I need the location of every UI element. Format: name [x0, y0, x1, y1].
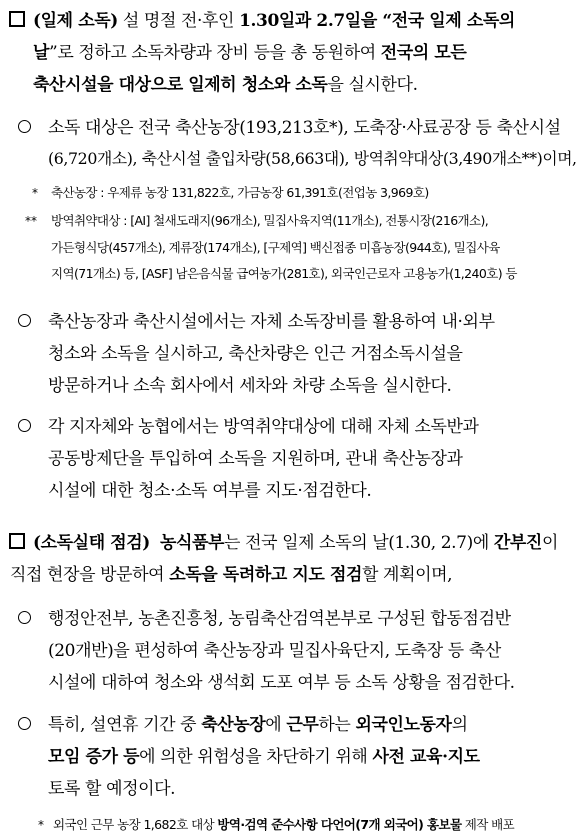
- footnote-mark: **: [25, 214, 37, 228]
- sec1-line2: [33, 38, 466, 63]
- footnote-mark: *: [32, 186, 38, 200]
- b5-text: 에: [265, 715, 287, 735]
- bullet3-line1: 각 지자체와 농협에서는 방역취약대상에 대해 자체 소독반과: [48, 417, 479, 437]
- section-checkbox-icon: [9, 11, 25, 27]
- footnote1-text: 축산농장 : 우제류 농장 131,822호, 가금농장 61,391호(전업농 3,969호): [51, 185, 429, 200]
- bullet3-line3: 시설에 대한 청소·소독 여부를 지도·점검한다.: [48, 481, 372, 501]
- sec2-bold: 간부진: [493, 533, 542, 553]
- sec1-text: 설 명절 전·후인: [117, 11, 240, 31]
- b5-text: 의: [451, 715, 468, 735]
- b5-bold: 축산농장: [201, 715, 266, 735]
- bullet3-line2: 공동방제단을 투입하여 소독을 지원하며, 관내 축산농장과: [48, 449, 463, 469]
- b5-bold: 사전 교육·지도: [372, 747, 480, 767]
- note3-text: 외국인 근무 농장 1,682호 대상: [53, 817, 218, 832]
- sec1-text: ”로 정하고 소독차량과 장비 등을 총 동원하여: [49, 43, 381, 63]
- b5-bold: 모임 증가 등: [48, 747, 140, 767]
- sec2-text: 이: [541, 533, 558, 553]
- b5-bold: 외국인노동자: [355, 715, 452, 735]
- sec1-bold: 전국의 모든: [380, 43, 467, 63]
- footnote2-line1: 방역취약대상 : [AI] 철새도래지(96개소), 밀집사육지역(11개소), 전통시장(216개소),: [51, 213, 489, 228]
- b5-bold: 근무: [286, 715, 319, 735]
- b5-text: 특히, 설연휴 기간 중: [48, 715, 202, 735]
- b5-text: 에 의한 위험성을 차단하기 위해: [139, 747, 373, 767]
- footnote-mark: *: [38, 818, 44, 832]
- bullet4-line1: 행정안전부, 농촌진흥청, 농림축산검역본부로 구성된 합동점검반: [48, 609, 511, 629]
- footnote3-text: [53, 815, 514, 833]
- sec1-bold: 축산시설을 대상으로 일제히 청소와 소독: [33, 75, 328, 95]
- sec1-line1: [33, 6, 515, 31]
- b5-text: 하는: [318, 715, 356, 735]
- bullet-circle-icon: [18, 314, 31, 327]
- sec1-bold: 날: [33, 43, 50, 63]
- sec1-heading: (일제 소독): [33, 11, 118, 31]
- bullet-circle-icon: [18, 717, 31, 730]
- bullet-circle-icon: [18, 419, 31, 432]
- footnote2-line3: 지역(71개소) 등, [ASF] 남은음식물 급여농가(281호), 외국인근로자 고용농가(1,240호) 등: [51, 266, 517, 281]
- sec1-text: 을 실시한다.: [327, 75, 418, 95]
- note3-bold: 방역·검역 준수사항 다언어(7개 외국어) 홍보물: [217, 817, 462, 832]
- bullet5-line1: [48, 710, 468, 735]
- footnote2-line2: 가든형식당(457개소), 계류장(174개소), [구제역] 백신접종 미흡농장(944호), 밀집사육: [51, 240, 500, 255]
- bullet2-line3: 방문하거나 소속 회사에서 세차와 차량 소독을 실시한다.: [48, 376, 452, 396]
- sec1-date: 1.30일과 2.7일을 “전국 일제 소독의: [239, 11, 515, 31]
- bullet2-line1: 축산농장과 축산시설에서는 자체 소독장비를 활용하여 내·외부: [48, 312, 495, 332]
- bullet5-line3: 토록 할 예정이다.: [48, 779, 176, 799]
- sec2-line2: [10, 560, 452, 585]
- bullet1-line2: (6,720개소), 축산시설 출입차량(58,663대), 방역취약대상(3,490개소**)이며,: [48, 149, 577, 168]
- sec2-text: 할 계획이며,: [362, 565, 453, 585]
- bullet4-line2: (20개반)을 편성하여 축산농장과 밀집사육단지, 도축장 등 축산: [48, 641, 501, 661]
- sec1-line3: [33, 70, 418, 95]
- sec2-text: 는 전국 일제 소독의 날(1.30, 2.7)에: [224, 533, 494, 553]
- bullet-circle-icon: [18, 611, 31, 624]
- bullet-circle-icon: [18, 120, 31, 133]
- bullet5-line2: [48, 742, 480, 767]
- bullet1-line1: 소독 대상은 전국 축산농장(193,213호*), 도축장·사료공장 등 축산시설: [48, 118, 561, 138]
- sec2-bold: 농식품부: [159, 533, 225, 553]
- bullet4-line3: 시설에 대하여 청소와 생석회 도포 여부 등 소독 상황을 점검한다.: [48, 673, 515, 693]
- sec2-text: 직접 현장을 방문하여: [10, 565, 170, 585]
- note3-text: 제작 배포: [461, 817, 515, 832]
- bullet2-line2: 청소와 소독을 실시하고, 축산차량은 인근 거점소독시설을: [48, 344, 463, 364]
- sec2-bold: 소독을 독려하고 지도 점검: [169, 565, 363, 585]
- section-checkbox-icon: [9, 533, 25, 549]
- sec2-line1: [33, 528, 558, 553]
- sec2-heading: (소독실태 점검): [33, 533, 150, 553]
